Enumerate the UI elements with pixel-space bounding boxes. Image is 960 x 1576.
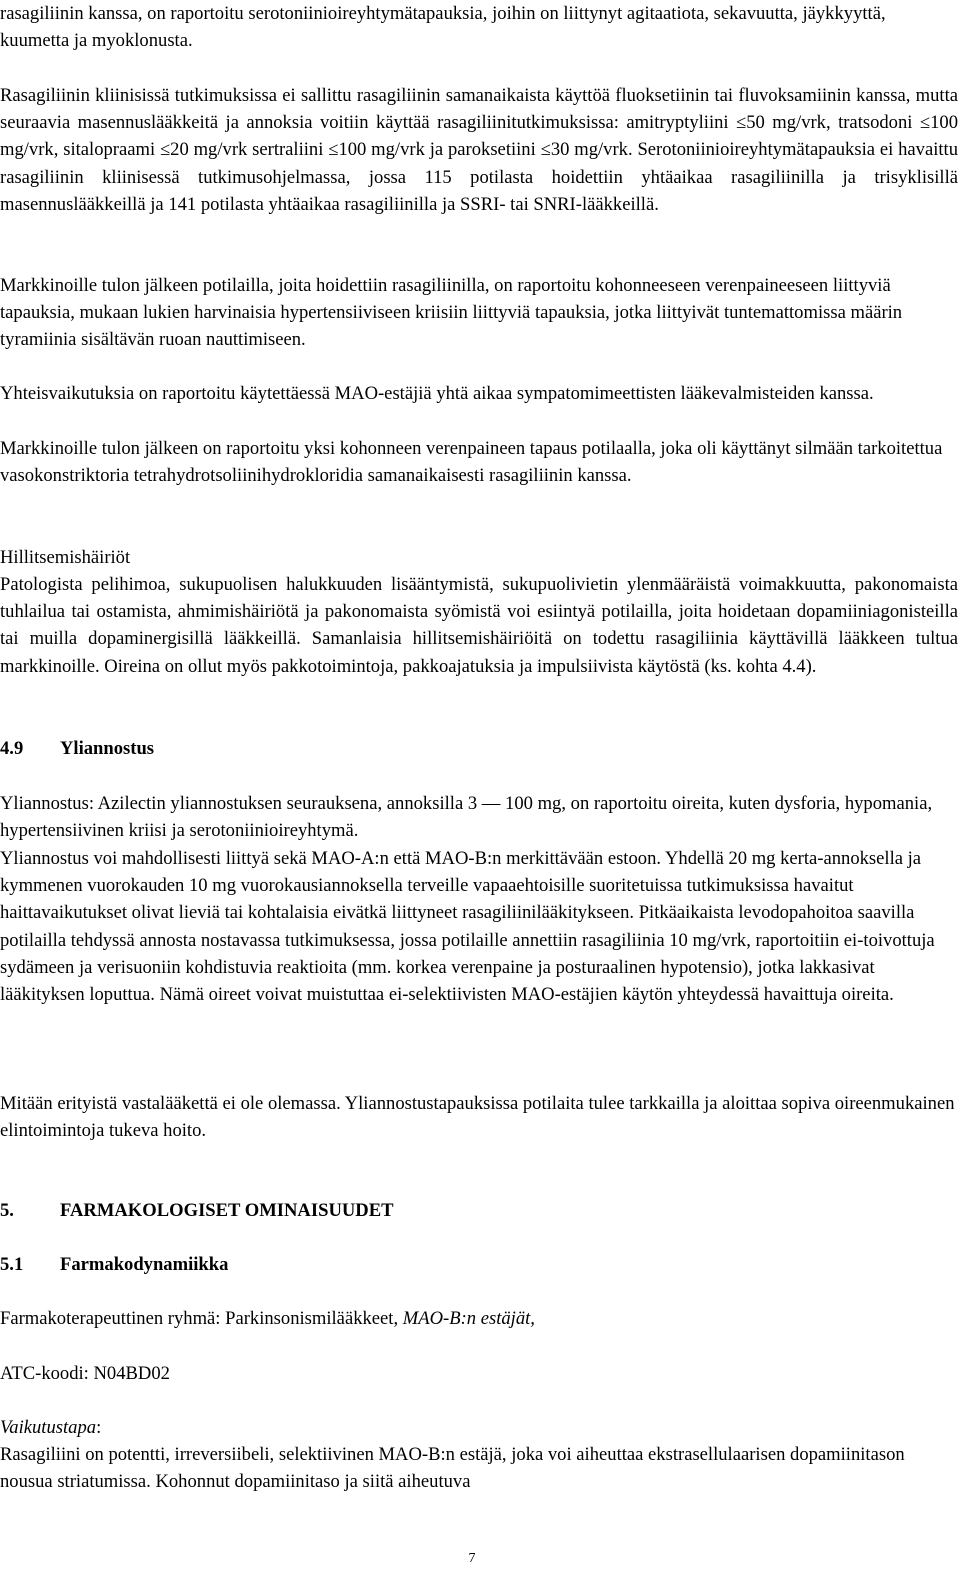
mechanism-title: Vaikutustapa	[0, 1417, 97, 1438]
section-heading-4-9	[0, 735, 958, 762]
paragraph-overdose-symptoms: Yliannostus: Azilectin yliannostuksen seurauksena, annoksilla 3 — 100 mg, on raportoitu oireita, kuten dysforia, hypomania, hypertensiivinen kriisi ja serotoniinioireyhtymä.	[0, 793, 933, 842]
section-number: 4.9	[0, 738, 24, 759]
section-title: Farmakodynamiikka	[60, 1254, 229, 1275]
paragraph-serotonin-cases: rasagiliinin kanssa, on raportoitu serotoniinioireyhtymätapauksia, joihin on liittynyt agitaatiota, sekavuutta, jäykkyyttä, kuumetta ja myoklonusta.	[0, 3, 886, 52]
paragraph-vasoconstrictor-case: Markkinoille tulon jälkeen on raportoitu yksi kohonneen verenpaineen tapaus potilaalla, joka oli käyttänyt silmään tarkoitettua vasokonstriktoria tetrahydrotsoliinihydrokloridia samanaikaisesti rasagiliinin kanssa.	[0, 438, 943, 487]
paragraph-hypertension-postmarketing: Markkinoille tulon jälkeen potilailla, joita hoidettiin rasagiliinilla, on raportoitu kohonneeseen verenpaineeseen liittyviä tapauksia, mukaan lukien harvinaisia hypertensiiviseen kriisiin liittyviä tapauksia, jotka liittyivät tuntemattomissa määrin tyramiinia sisältävän ruoan nauttimiseen.	[0, 275, 903, 351]
section-number: 5.1	[0, 1254, 24, 1275]
subheading-impulse-control: Hillitsemishäiriöt	[0, 547, 131, 568]
paragraph-pharmacotherapeutic-group	[0, 1305, 958, 1332]
section-title: Yliannostus	[60, 738, 155, 759]
page-number: 7	[468, 1551, 476, 1566]
group-prefix: Farmakoterapeuttinen ryhmä: Parkinsonismilääkkeet,	[0, 1308, 403, 1329]
paragraph-antidepressant-trials: Rasagiliinin kliinisissä tutkimuksissa ei sallittu rasagiliinin samanaikaista käyttöä fluoksetiinin tai fluvoksamiinin kanssa, mutta seuraavia masennuslääkkeitä ja annoksia voitiin käyttää rasagiliinitutkimuksissa: amitryptyliini ≤50 mg/vrk, tratsodoni ≤100 mg/vrk, sitalopraami ≤20 mg/vrk sertraliini ≤100 mg/vrk ja paroksetiini ≤30 mg/vrk. Serotoniinioireyhtymätapauksia ei havaittu rasagiliinin kliinisessä tutkimusohjelmassa, jossa 115 potilasta hoidettiin yhtäaikaa rasagiliinilla ja trisyklisillä masennuslääkkeillä ja 141 potilasta yhtäaikaa rasagiliinilla ja SSRI- tai SNRI-lääkkeillä.	[0, 85, 958, 215]
subheading-mechanism	[0, 1414, 958, 1441]
section-title: FARMAKOLOGISET OMINAISUUDET	[60, 1200, 394, 1221]
paragraph-sympathomimetics: Yhteisvaikutuksia on raportoitu käytettäessä MAO-estäjiä yhtä aikaa sympatomimeettisten lääkevalmisteiden kanssa.	[0, 383, 874, 404]
paragraph-impulse-control: Patologista pelihimoa, sukupuolisen halukkuuden lisääntymistä, sukupuolivietin ylenmääräistä voimakkuutta, pakonomaista tuhlailua tai ostamista, ahmimishäiriötä ja pakonomaista syömistä voi esiintyä potilailla, joita hoidetaan dopamiiniagonisteilla tai muilla dopaminergisillä lääkkeillä. Samanlaisia hillitsemishäiriöitä on todettu rasagiliinia käyttävillä lääkkeen tultua markkinoille. Oireina on ollut myös pakkotoimintoja, pakkoajatuksia ja impulsiivista käytöstä (ks. kohta 4.4).	[0, 574, 958, 677]
mechanism-colon: :	[96, 1417, 102, 1438]
section-heading-5-1	[0, 1251, 958, 1278]
group-italic: MAO-B:n estäjät,	[402, 1308, 535, 1329]
section-number: 5.	[0, 1200, 14, 1221]
paragraph-overdose-details: Yliannostus voi mahdollisesti liittyä sekä MAO-A:n että MAO-B:n merkittävään estoon. Yhdellä 20 mg kerta-annoksella ja kymmenen vuorokauden 10 mg vuorokausiannoksella terveille vapaaehtoisille suoritetuissa tutkimuksissa havaitut haittavaikutukset olivat lieviä tai kohtalaisia eivätkä liittyneet rasagiliinilääkitykseen. Pitkäaikaista levodopahoitoa saavilla potilailla tehdyssä annosta nostavassa tutkimuksessa, jossa potilaille annettiin rasagiliinia 10 mg/vrk, raportoitiin ei-toivottuja sydämeen ja verisuoniin kohdistuvia reaktioita (mm. korkea verenpaine ja posturaalinen hypotensio), jotka lakkasivat lääkityksen loputtua. Nämä oireet voivat muistuttaa ei-selektiivisten MAO-estäjien käytön yhteydessä havaittuja oireita.	[0, 848, 935, 1006]
section-heading-5	[0, 1197, 958, 1224]
paragraph-atc-code: ATC-koodi: N04BD02	[0, 1363, 170, 1384]
paragraph-no-antidote: Mitään erityistä vastalääkettä ei ole olemassa. Yliannostustapauksissa potilaita tulee tarkkailla ja aloittaa sopiva oireenmukainen elintoimintoja tukeva hoito.	[0, 1093, 955, 1142]
paragraph-mechanism: Rasagiliini on potentti, irreversiibeli, selektiivinen MAO-B:n estäjä, joka voi aiheuttaa ekstrasellulaarisen dopamiinitason nousua striatumissa. Kohonnut dopamiinitaso ja siitä aiheutuva	[0, 1444, 905, 1493]
